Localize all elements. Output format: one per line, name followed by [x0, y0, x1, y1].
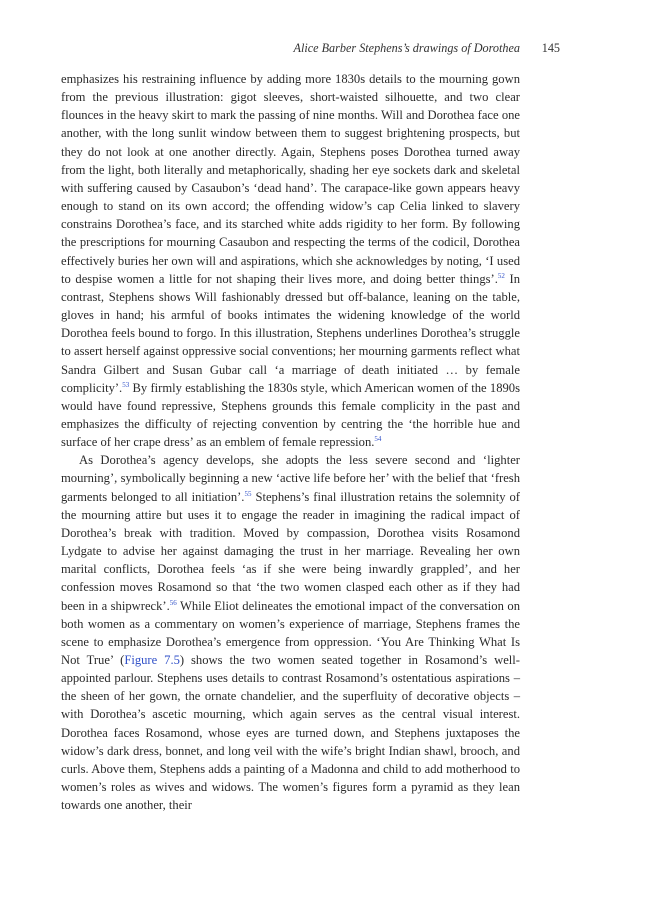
footnote-ref[interactable]: 54	[374, 434, 382, 443]
text-run: emphasizes his restraining influence by adding more 1830s details to the mourning gown from the previous illustration: gigot sleeves, short-waisted silhouette, and two clear flounces in the heavy skirt to mark the passing of nine months. Will and Dorothea face one another, with the long sunlit window between them to suggest brightening prospects, but they do not look at one another directly. Again, Stephens poses Dorothea turned away from the light, both literally and metaphorically, shading her eye sockets dark and skeletal with suffering caused by Casaubon’s ‘dead hand’. The carapace-like gown appears heavy enough to stand on its own accord; the offending widow’s cap Celia linked to slavery constrains Dorothea’s face, and its starched white adds rigidity to her form. By following the prescriptions for mourning Casaubon and respecting the terms of the codicil, Dorothea effectively buries her own will and aspirations, which she acknowledges by noting, ‘I used to despise women a little for not shaping their lives more, and doing better things’.	[61, 72, 520, 286]
footnote-ref[interactable]: 56	[169, 598, 177, 607]
text-run: Stephens’s final illustration retains the solemnity of the mourning attire but uses it to engage the reader in imagining the radical impact of Dorothea’s break with tradition. Moved by compassion, Dorothea visits Rosamond Lydgate to advise her against damaging the trust in her marriage. Revealing her own marital conflicts, Dorothea feels ‘as if she were being inwardly grappled’, and her confession moves Rosamond so that ‘the two women clasped each other as if they had been in a shipwreck’.	[61, 489, 520, 613]
text-run: ) shows the two women seated together in Rosamond’s well-appointed parlour. Stephens uses details to contrast Rosamond’s ostentatious aspirations – the sheen of her gown, the ornate chandelier, and the superfluity of decorative objects – with Dorothea’s ascetic mourning, which again serves as the central visual interest. Dorothea faces Rosamond, whose eyes are turned down, and Stephens juxtaposes the widow’s dark dress, bonnet, and long veil with the wife’s bright Indian shawl, brooch, and curls. Above them, Stephens adds a painting of a Madonna and child to add motherhood to women’s roles as wives and widows. The women’s figures form a pyramid as they lean towards one another, their	[61, 653, 521, 813]
text-run: As Dorothea’s agency develops, she adopts the less severe second and ‘lighter mourning’, symbolically beginning a new ‘active life before her’ with the belief that ‘fresh garments belonged to all initiation’.	[61, 453, 520, 504]
paragraph	[61, 70, 520, 451]
text-run: In contrast, Stephens shows Will fashionably dressed but off-balance, leaning on the table, gloves in hand; his armful of books intimates the widening knowledge of the world Dorothea feels bound to forgo. In this illustration, Stephens underlines Dorothea’s struggle to assert herself against oppressive social conventions; her mourning garments reflect what Sandra Gilbert and Susan Gubar call ‘a marriage of death initiated … by female complicity’.	[61, 271, 520, 395]
footnote-ref[interactable]: 53	[122, 380, 130, 389]
footnote-ref[interactable]: 52	[497, 271, 505, 280]
body-text	[61, 70, 520, 814]
text-run: While Eliot delineates the emotional impact of the conversation on both women as a commentary on women’s experience of marriage, Stephens frames the scene to emphasize Dorothea’s emergence from oppression. ‘You Are Thinking What Is Not True’ (	[61, 598, 520, 667]
paragraph	[61, 451, 520, 814]
text-run: By firmly establishing the 1830s style, which American women of the 1890s would have found repressive, Stephens grounds this female complicity in the past and emphasizes the difficulty of rejecting convention by centring the ‘the horrible hue and surface of her crape dress’ as an emblem of female repression.	[61, 380, 520, 450]
figure-reference-link[interactable]: Figure 7.5	[124, 653, 180, 667]
running-title: Alice Barber Stephens’s drawings of Dorothea	[293, 41, 520, 55]
page-number: 145	[541, 41, 560, 55]
footnote-ref[interactable]: 55	[244, 489, 252, 498]
